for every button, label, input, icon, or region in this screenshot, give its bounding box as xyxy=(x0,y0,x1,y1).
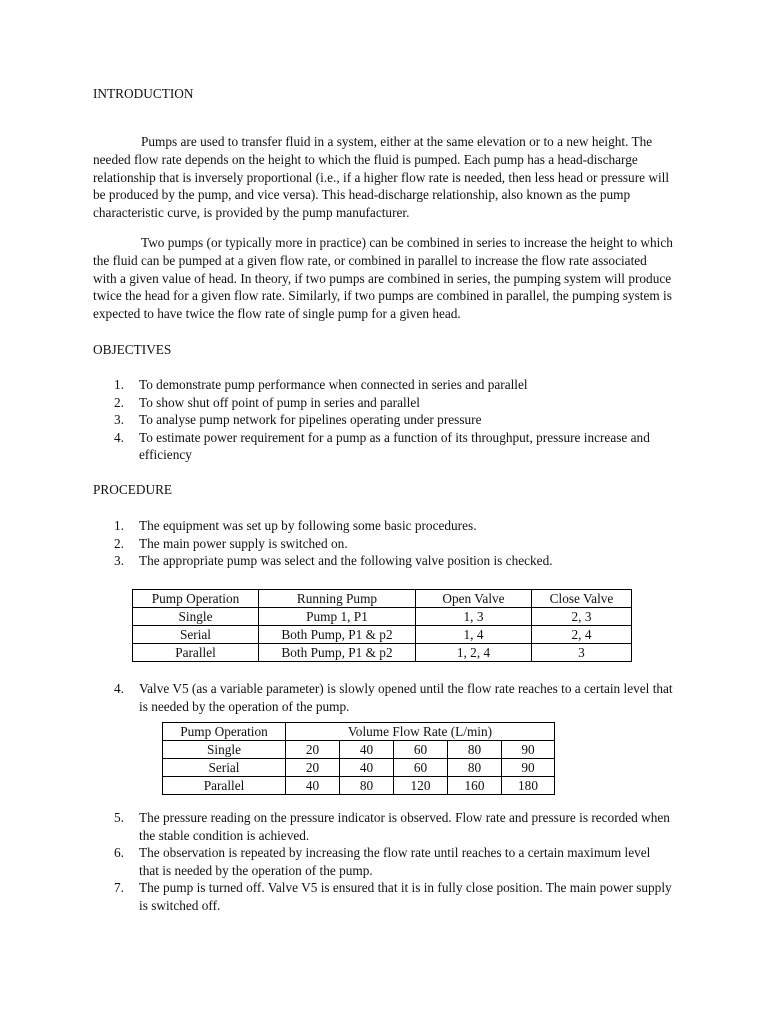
procedure-step: 6. The observation is repeated by increasing the flow rate until reaches to a certain maximum level that is needed by the operation of the pump. xyxy=(114,845,651,878)
table-cell: 1, 2, 4 xyxy=(416,644,532,662)
procedure-step: 4. Valve V5 (as a variable parameter) is slowly opened until the flow rate reaches to a certain level that is needed by the operation of the pump. xyxy=(114,681,673,714)
table-cell: 80 xyxy=(448,741,502,759)
procedure-steps-1 xyxy=(93,517,673,570)
table-header-cell: Pump Operation xyxy=(163,723,286,741)
table-cell: Both Pump, P1 & p2 xyxy=(259,626,416,644)
objectives-list xyxy=(93,376,673,464)
table-cell: 160 xyxy=(448,777,502,795)
table-cell: 80 xyxy=(448,759,502,777)
table-cell: Serial xyxy=(133,626,259,644)
table-cell: 20 xyxy=(286,759,340,777)
table-cell: 60 xyxy=(394,741,448,759)
procedure-steps-2 xyxy=(93,680,673,715)
table-header-cell: Close Valve xyxy=(532,590,632,608)
objective-item: 1. To demonstrate pump performance when connected in series and parallel xyxy=(114,377,528,392)
table-cell: 20 xyxy=(286,741,340,759)
table-header-cell: Volume Flow Rate (L/min) xyxy=(286,723,555,741)
table-cell: 40 xyxy=(286,777,340,795)
flow-rate-table xyxy=(162,722,555,795)
table-header-cell: Open Valve xyxy=(416,590,532,608)
table-cell: 120 xyxy=(394,777,448,795)
table-row xyxy=(163,759,555,777)
objective-item: 2. To show shut off point of pump in series and parallel xyxy=(114,394,420,410)
table-cell: 1, 4 xyxy=(416,626,532,644)
objective-item: 3. To analyse pump network for pipelines operating under pressure xyxy=(114,412,482,428)
table-row xyxy=(133,608,632,626)
table-cell: 60 xyxy=(394,759,448,777)
table-cell: Single xyxy=(133,608,259,626)
valve-position-table xyxy=(132,589,632,662)
table-cell: 90 xyxy=(502,741,555,759)
table-cell: Serial xyxy=(163,759,286,777)
table-cell: 80 xyxy=(340,777,394,795)
table-header-row xyxy=(163,723,555,741)
intro-paragraph-1: Pumps are used to transfer fluid in a system, either at the same elevation or to a new height. The needed flow rate depends on the height to which the fluid is pumped. Each pump has a head-discharge relationship that is inversely proportional (i.e., if a higher flow rate is needed, then less head or pressure will be produced by the pump, and vice versa). This head-discharge relationship, also known as the pump characteristic curve, is provided by the pump manufacturer. xyxy=(93,134,670,221)
procedure-heading: PROCEDURE xyxy=(93,482,173,497)
table-cell: 180 xyxy=(502,777,555,795)
table-cell: 2, 4 xyxy=(532,626,632,644)
table-cell: Parallel xyxy=(133,644,259,662)
table-cell: 3 xyxy=(532,644,632,662)
table-cell: Both Pump, P1 & p2 xyxy=(259,644,416,662)
table-row xyxy=(133,644,632,662)
table-cell: 1, 3 xyxy=(416,608,532,626)
table-row xyxy=(163,741,555,759)
table-header-cell: Running Pump xyxy=(259,590,416,608)
table-cell: Pump 1, P1 xyxy=(259,608,416,626)
procedure-step: 2. The main power supply is switched on. xyxy=(114,535,348,551)
table-header-row xyxy=(133,590,632,608)
table-cell: 90 xyxy=(502,759,555,777)
objective-item: 4. To estimate power requirement for a pump as a function of its throughput, pressure increase and efficiency xyxy=(114,429,650,463)
table-cell: Single xyxy=(163,741,286,759)
procedure-step: 3. The appropriate pump was select and the following valve position is checked. xyxy=(114,553,553,569)
table-row xyxy=(163,777,555,795)
procedure-step: 1. The equipment was set up by following some basic procedures. xyxy=(114,518,477,533)
procedure-steps-3 xyxy=(93,809,673,915)
table-cell: Parallel xyxy=(163,777,286,795)
intro-heading: INTRODUCTION xyxy=(93,86,194,101)
objectives-heading: OBJECTIVES xyxy=(93,342,172,357)
intro-paragraph-2: Two pumps (or typically more in practice) can be combined in series to increase the height to which the fluid can be pumped at a given flow rate, or combined in parallel to increase the flow rate associated with a given value of head. In theory, if two pumps are combined in series, the pumping system will produce twice the head for a given flow rate. Similarly, if two pumps are combined in parallel, the pumping system is expected to have twice the flow rate of single pump for a given head. xyxy=(93,235,673,322)
table-cell: 2, 3 xyxy=(532,608,632,626)
table-cell: 40 xyxy=(340,741,394,759)
table-row xyxy=(133,626,632,644)
procedure-step: 7. The pump is turned off. Valve V5 is ensured that it is in fully close position. The main power supply is switched off. xyxy=(114,880,672,913)
table-cell: 40 xyxy=(340,759,394,777)
procedure-step: 5. The pressure reading on the pressure indicator is observed. Flow rate and pressure is recorded when the stable condition is achieved. xyxy=(114,810,670,843)
table-header-cell: Pump Operation xyxy=(133,590,259,608)
